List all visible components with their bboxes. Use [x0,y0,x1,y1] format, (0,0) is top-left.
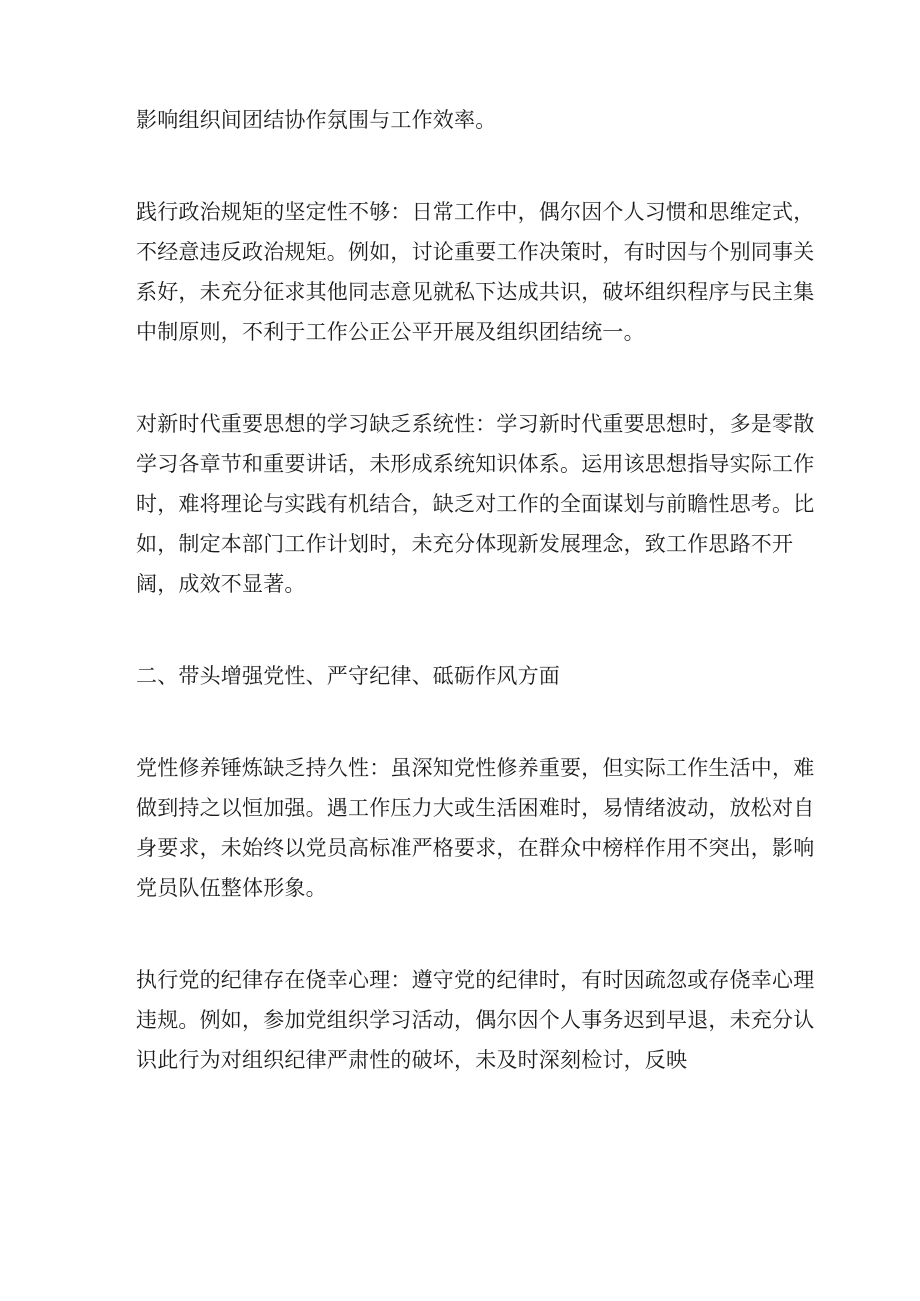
paragraph-party-spirit: 党性修养锤炼缺乏持久性：虽深知党性修养重要，但实际工作生活中，难做到持之以恒加强。遇工作压力大或生活困难时，易情绪波动，放松对自身要求，未始终以党员高标准严格要求，在群众中榜样作用不突出，影响党员队伍整体形象。 [136,756,815,900]
paragraph-political-rules: 践行政治规矩的坚定性不够：日常工作中，偶尔因个人习惯和思维定式，不经意违反政治规矩。例如，讨论重要工作决策时，有时因与个别同事关系好，未充分征求其他同志意见就私下达成共识，破坏组织程序与民主集中制原则，不利于工作公正公平开展及组织团结统一。 [136,200,815,344]
paragraph-theory-study: 对新时代重要思想的学习缺乏系统性：学习新时代重要思想时，多是零散学习各章节和重要讲话，未形成系统知识体系。运用该思想指导实际工作时，难将理论与实践有机结合，缺乏对工作的全面谋划与前瞻性思考。比如，制定本部门工作计划时，未充分体现新发展理念，致工作思路不开阔，成效不显著。 [136,412,815,596]
paragraph-party-discipline: 执行党的纪律存在侥幸心理：遵守党的纪律时，有时因疏忽或存侥幸心理违规。例如，参加党组织学习活动，偶尔因个人事务迟到早退，未充分认识此行为对组织纪律严肃性的破坏，未及时深刻检讨，反映 [136,968,815,1072]
document-body [136,100,816,1132]
paragraph-continuation: 影响组织间团结协作氛围与工作效率。 [136,108,497,132]
section-heading: 二、带头增强党性、严守纪律、砥砺作风方面 [136,664,560,688]
